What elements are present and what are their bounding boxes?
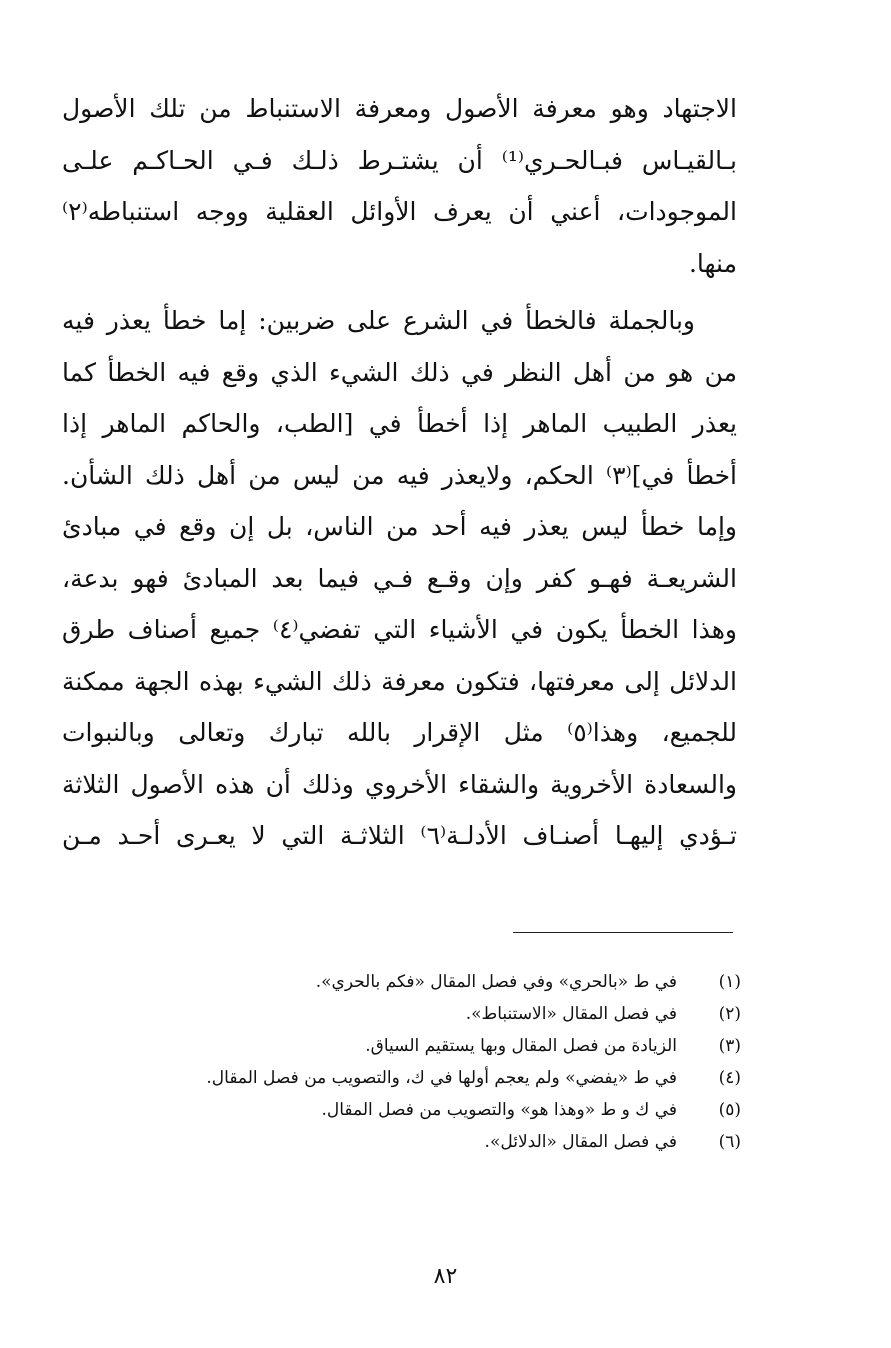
- text-line: منها.: [688, 248, 737, 278]
- text-line: الاجتهاد وهو معرفة الأصول ومعرفة الاستنباط من تلك الأصول: [62, 94, 737, 123]
- footnote-text: في ط «يفضي» ولم يعجم أولها في ك، والتصويب من فصل المقال.: [206, 1068, 677, 1088]
- text-line: بـالقيـاس فبـالحـري⁽¹⁾ أن يشتـرط ذلـك فـي الحـاكـم علـى: [62, 145, 737, 175]
- footnote-number: (٣): [718, 1036, 741, 1056]
- page-number: ٨٢: [433, 1264, 458, 1289]
- text-line: وبالجملة فالخطأ في الشرع على ضربين: إما خطأ يعذر فيه: [62, 306, 695, 335]
- text-line: والسعادة الأخروية والشقاء الأخروي وذلك أن هذه الأصول الثلاثة: [62, 769, 737, 799]
- footnote-item: [101, 998, 741, 1030]
- footnote-separator: [513, 932, 733, 933]
- text-line: تـؤدي إليهـا أصنـاف الأدلـة⁽٦⁾ الثلاثـة التي لا يعـرى أحـد مـن: [62, 821, 737, 850]
- text-line: من هو من أهل النظر في ذلك الشيء الذي وقع فيه الخطأ كما: [62, 357, 737, 387]
- text-line: يعذر الطبيب الماهر إذا أخطأ في [الطب، والحاكم الماهر إذا: [62, 409, 737, 438]
- footnote-item: [101, 1062, 741, 1094]
- footnote-text: الزيادة من فصل المقال وبها يستقيم السياق.: [365, 1036, 677, 1056]
- footnote-number: (٢): [718, 1004, 741, 1024]
- text-line: للجميع، وهذا⁽٥⁾ مثل الإقرار بالله تبارك وتعالى وبالنبوات: [62, 718, 737, 747]
- text-line: وهذا الخطأ يكون في الأشياء التي تفضي⁽٤⁾ جميع أصناف طرق: [62, 615, 737, 644]
- body-text: [62, 83, 737, 862]
- footnote-number: (٥): [718, 1100, 741, 1120]
- text-line: الشريعـة فهـو كفر وإن وقـع فـي فيما بعد المبادئ فهو بدعة،: [62, 563, 737, 593]
- footnote-item: [101, 1094, 741, 1126]
- footnote-item: [101, 1126, 741, 1158]
- text-line: الدلائل إلى معرفتها، فتكون معرفة ذلك الشيء بهذه الجهة ممكنة: [62, 666, 737, 696]
- footnote-text: في فصل المقال «الاستنباط».: [465, 1004, 677, 1024]
- text-line: الموجودات، أعني أن يعرف الأوائل العقلية ووجه استنباطه⁽٢⁾: [62, 197, 737, 226]
- footnote-number: (٦): [718, 1132, 741, 1152]
- footnote-text: في ط «بالحري» وفي فصل المقال «فكم بالحري».: [315, 972, 677, 992]
- text-line: أخطأ في]⁽٣⁾ الحكم، ولايعذر فيه من ليس من أهل ذلك الشأن.: [62, 460, 737, 490]
- footnote-item: [101, 1030, 741, 1062]
- footnote-number: (٤): [718, 1068, 741, 1088]
- footnote-text: في فصل المقال «الدلائل».: [484, 1132, 677, 1152]
- footnotes: [101, 966, 741, 1158]
- footnote-text: في ك و ط «وهذا هو» والتصويب من فصل المقال.: [321, 1100, 677, 1120]
- footnote-number: (١): [718, 972, 741, 992]
- text-line: وإما خطأ ليس يعذر فيه أحد من الناس، بل إن وقع في مبادئ: [62, 512, 737, 541]
- footnote-item: [101, 966, 741, 998]
